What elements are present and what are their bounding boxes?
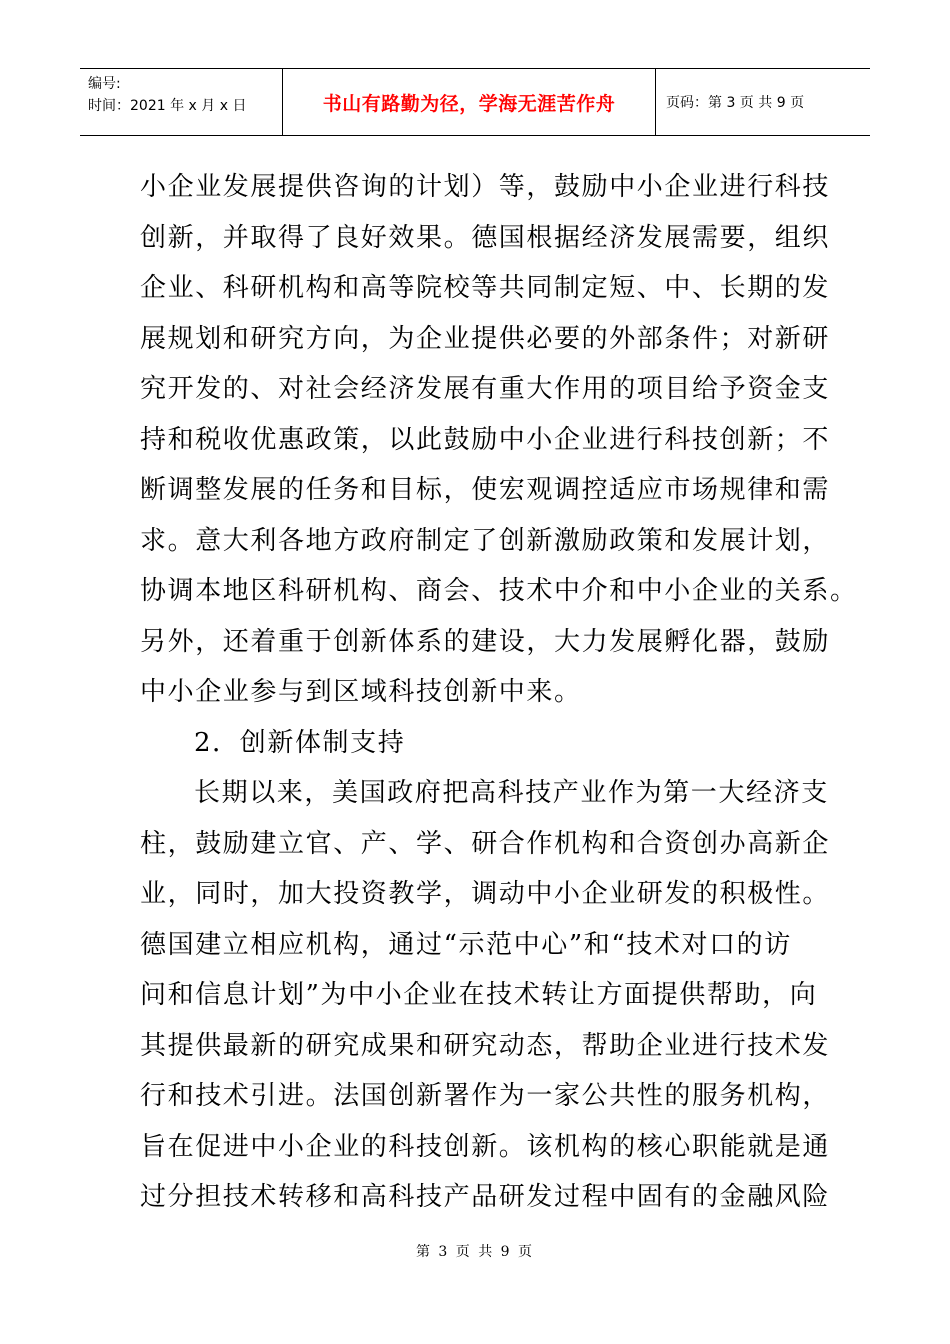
body-line: 问和信息计划”为中小企业在技术转让方面提供帮助，向 bbox=[140, 980, 818, 1010]
body-line: 企业、科研机构和高等院校等共同制定短、中、长期的发 bbox=[140, 273, 831, 303]
body-line: 其提供最新的研究成果和研究动态，帮助企业进行技术发 bbox=[140, 1030, 831, 1061]
body-line: 旨在促进中小企业的科技创新。该机构的核心职能就是通 bbox=[140, 1131, 831, 1162]
header-page-number: 页码：第 3 页 共 9 页 bbox=[666, 95, 805, 111]
header-meta bbox=[80, 69, 282, 135]
body-line: 中小企业参与到区域科技创新中来。 bbox=[140, 677, 582, 707]
body-line: 过分担技术转移和高科技产品研发过程中固有的金融风险 bbox=[140, 1182, 831, 1212]
document-date-label: 时间：2021 年 x 月 x 日 bbox=[88, 98, 247, 114]
body-line: 协调本地区科研机构、商会、技术中介和中小企业的关系。 bbox=[140, 576, 858, 606]
page-footer: 第 3 页 共 9 页 bbox=[415, 1244, 535, 1260]
document-body bbox=[140, 162, 858, 1223]
body-line: 究开发的、对社会经济发展有重大作用的项目给予资金支 bbox=[140, 374, 831, 404]
body-line: 业，同时，加大投资教学，调动中小企业研发的积极性。 bbox=[140, 879, 831, 909]
body-line: 小企业发展提供咨询的计划）等，鼓励中小企业进行科技 bbox=[140, 172, 831, 202]
body-line: 德国建立相应机构，通过“示范中心”和“技术对口的访 bbox=[140, 929, 792, 960]
body-line: 展规划和研究方向，为企业提供必要的外部条件；对新研 bbox=[140, 323, 831, 354]
document-number-label: 编号: bbox=[88, 76, 121, 92]
body-line: 断调整发展的任务和目标，使宏观调控适应市场规律和需 bbox=[140, 475, 831, 505]
body-line: 柱，鼓励建立官、产、学、研合作机构和合资创办高新企 bbox=[140, 828, 831, 859]
body-line: 长期以来，美国政府把高科技产业作为第一大经济支 bbox=[194, 778, 829, 808]
header-motto: 书山有路勤为径，学海无涯苦作舟 bbox=[282, 69, 656, 135]
body-line: 行和技术引进。法国创新署作为一家公共性的服务机构， bbox=[140, 1081, 831, 1111]
body-line: 持和税收优惠政策，以此鼓励中小企业进行科技创新；不 bbox=[140, 424, 831, 455]
body-line: 另外，还着重于创新体系的建设，大力发展孵化器，鼓励 bbox=[140, 626, 831, 657]
body-line: 创新，并取得了良好效果。德国根据经济发展需要，组织 bbox=[140, 222, 831, 253]
body-line: 求。意大利各地方政府制定了创新激励政策和发展计划， bbox=[140, 525, 831, 556]
section-heading: 2．创新体制支持 bbox=[194, 727, 406, 758]
page-header bbox=[80, 68, 870, 136]
